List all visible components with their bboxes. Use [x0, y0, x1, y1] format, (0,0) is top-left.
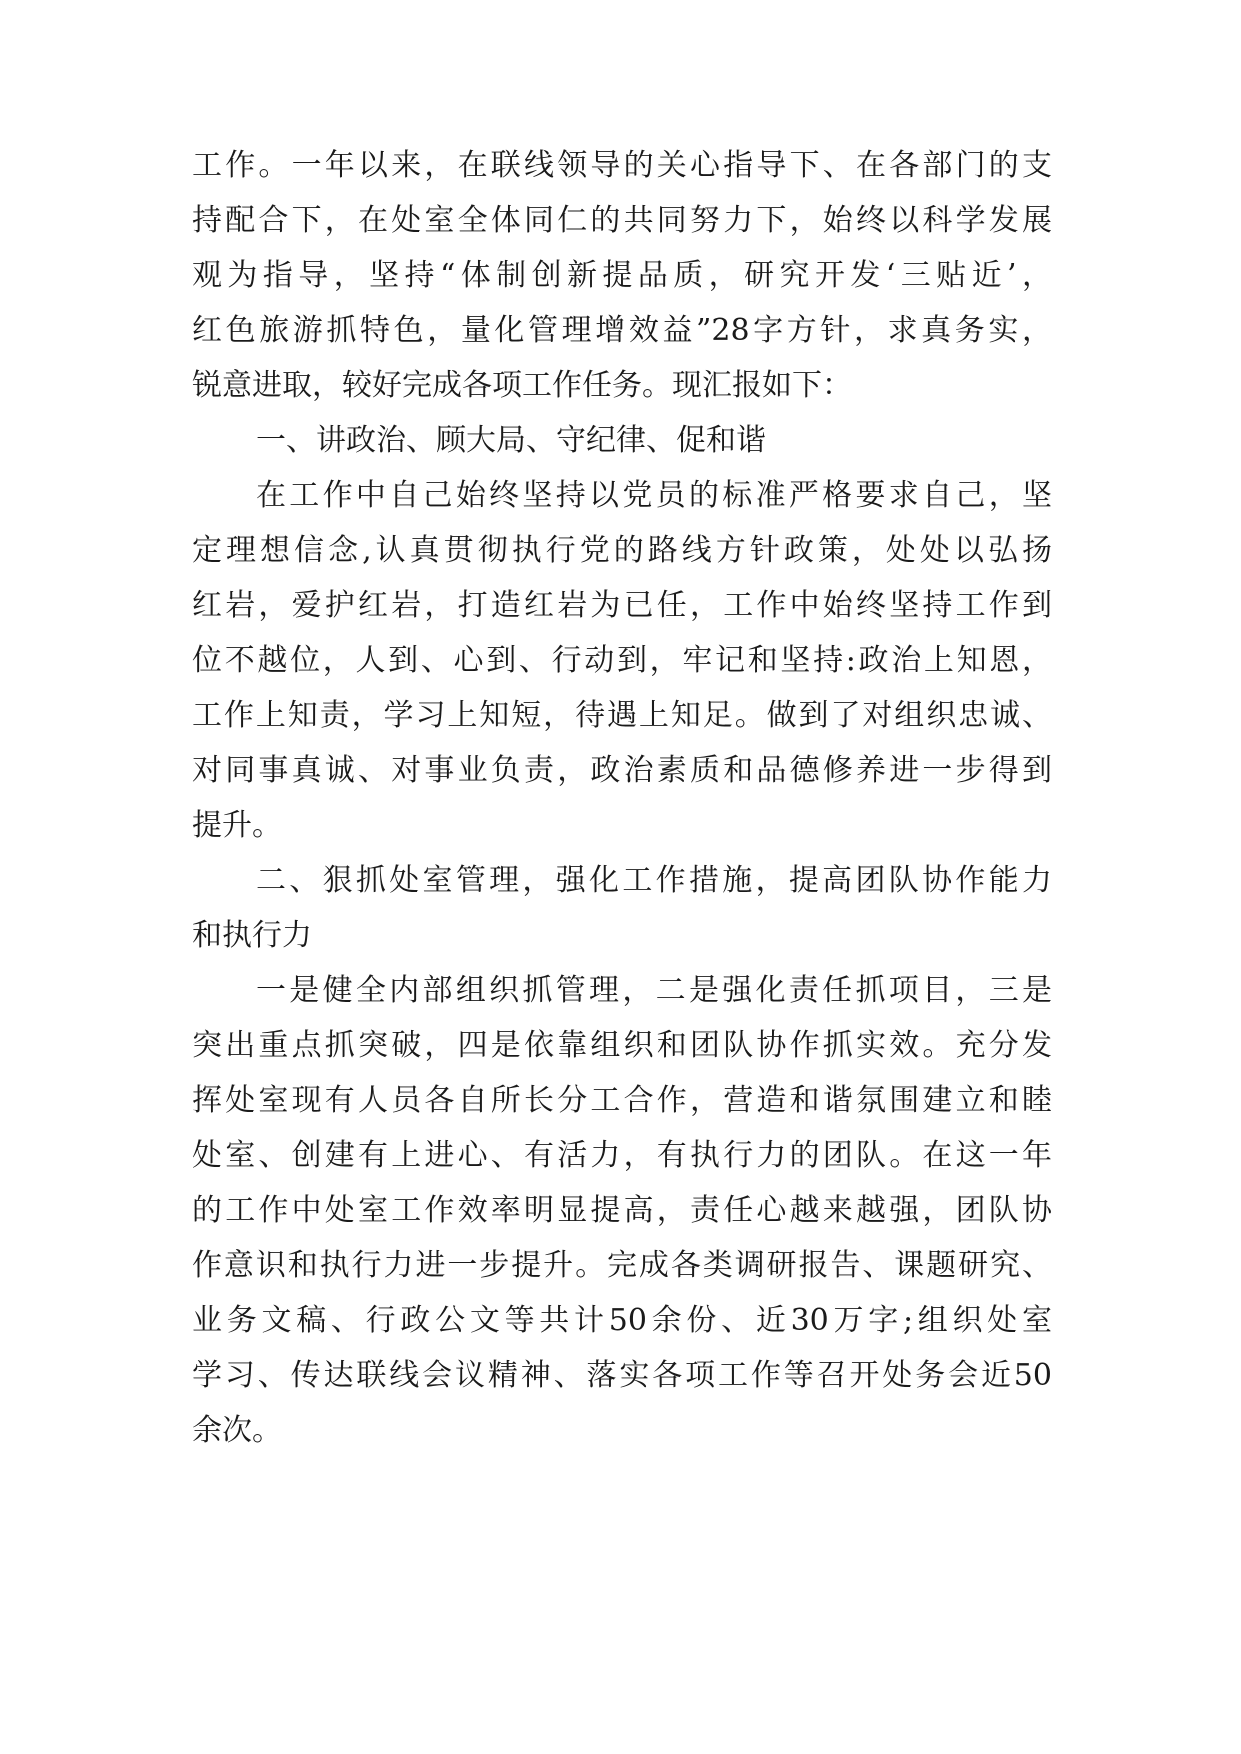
- text-line: 对同事真诚、对事业负责，政治素质和品德修养进一步得到: [192, 753, 1052, 788]
- text-line: 位不越位，人到、心到、行动到，牢记和坚持:政治上知恩，: [192, 643, 1052, 678]
- text-line: 学习、传达联线会议精神、落实各项工作等召开处务会近50: [192, 1358, 1052, 1393]
- text-line: 工作上知责，学习上知短，待遇上知足。做到了对组织忠诚、: [192, 698, 1052, 733]
- section-heading: 一、讲政治、顾大局、守纪律、促和谐: [256, 423, 766, 458]
- text-line: 锐意进取，较好完成各项工作任务。现汇报如下：: [192, 368, 852, 403]
- text-line: 一是健全内部组织抓管理，二是强化责任抓项目，三是: [256, 973, 1052, 1008]
- text-line: 作意识和执行力进一步提升。完成各类调研报告、课题研究、: [192, 1248, 1052, 1283]
- text-line: 在工作中自己始终坚持以党员的标准严格要求自己，坚: [256, 478, 1052, 513]
- text-line: 红色旅游抓特色，量化管理增效益”28字方针，求真务实，: [192, 313, 1052, 348]
- text-line: 持配合下，在处室全体同仁的共同努力下，始终以科学发展: [192, 203, 1052, 238]
- section-heading: 二、狠抓处室管理，强化工作措施，提高团队协作能力: [256, 863, 1052, 898]
- text-line: 提升。: [192, 808, 282, 843]
- text-line: 定理想信念,认真贯彻执行党的路线方针政策，处处以弘扬: [192, 533, 1052, 568]
- text-line: 观为指导，坚持“体制创新提品质，研究开发‘三贴近’，: [192, 258, 1052, 293]
- text-line: 处室、创建有上进心、有活力，有执行力的团队。在这一年: [192, 1138, 1052, 1173]
- section-heading-continued: 和执行力: [192, 918, 312, 953]
- text-line: 工作。一年以来，在联线领导的关心指导下、在各部门的支: [192, 148, 1052, 183]
- text-line: 红岩，爱护红岩，打造红岩为已任，工作中始终坚持工作到: [192, 588, 1052, 623]
- text-line: 挥处室现有人员各自所长分工合作，营造和谐氛围建立和睦: [192, 1083, 1052, 1118]
- text-line: 突出重点抓突破，四是依靠组织和团队协作抓实效。充分发: [192, 1028, 1052, 1063]
- text-line: 余次。: [192, 1413, 282, 1448]
- text-line: 业务文稿、行政公文等共计50余份、近30万字;组织处室: [192, 1303, 1052, 1338]
- text-line: 的工作中处室工作效率明显提高，责任心越来越强，团队协: [192, 1193, 1052, 1228]
